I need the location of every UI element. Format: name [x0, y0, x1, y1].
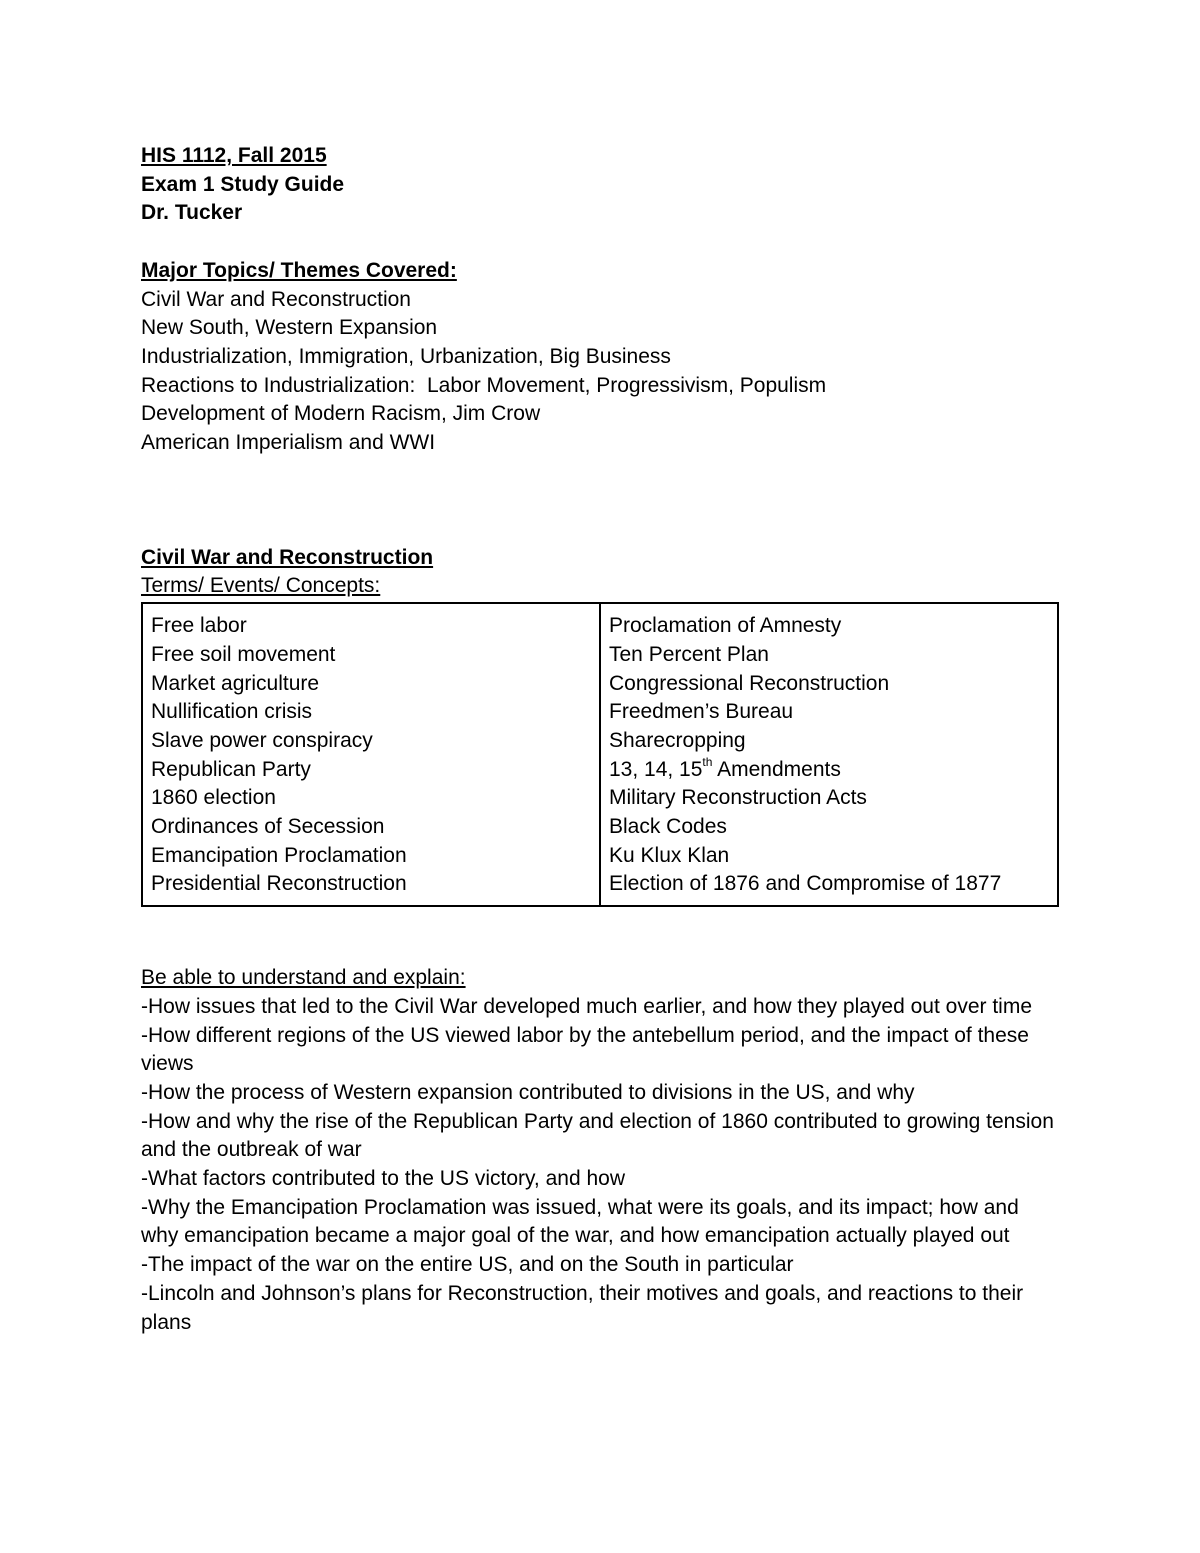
explain-item: -Why the Emancipation Proclamation was issued, what were its goals, and its impact; how and why emancipation became a major goal of the war, and how emancipation actually played out	[141, 1195, 1019, 1248]
explain-item: -How issues that led to the Civil War developed much earlier, and how they played out over time	[141, 994, 1033, 1018]
explain-item: -How the process of Western expansion contributed to divisions in the US, and why	[141, 1080, 915, 1104]
term-item: Slave power conspiracy	[151, 728, 373, 752]
study-guide-page	[141, 142, 1061, 1337]
major-topics-heading: Major Topics/ Themes Covered:	[141, 258, 457, 282]
terms-left-column	[142, 603, 600, 906]
term-item: Presidential Reconstruction	[151, 872, 407, 896]
topic-item: New South, Western Expansion	[141, 316, 438, 340]
term-item: Market agriculture	[151, 671, 320, 695]
terms-table	[141, 602, 1059, 907]
term-item: Free labor	[151, 614, 247, 638]
topic-item: American Imperialism and WWI	[141, 431, 436, 455]
topic-item: Development of Modern Racism, Jim Crow	[141, 402, 541, 426]
term-item: Republican Party	[151, 757, 311, 781]
term-item: Military Reconstruction Acts	[609, 786, 867, 810]
amendments-superscript: th	[702, 754, 713, 769]
explain-list	[141, 993, 1061, 1337]
term-item: 1860 election	[151, 786, 276, 810]
topic-item: Industrialization, Immigration, Urbanization, Big Business	[141, 344, 671, 368]
instructor-name: Dr. Tucker	[141, 201, 243, 225]
explain-item: -How different regions of the US viewed labor by the antebellum period, and the impact of these views	[141, 1023, 1029, 1076]
explain-item: -The impact of the war on the entire US, and on the South in particular	[141, 1253, 794, 1277]
document-title: Exam 1 Study Guide	[141, 172, 345, 196]
term-item: Nullification crisis	[151, 700, 313, 724]
term-item: Election of 1876 and Compromise of 1877	[609, 872, 1002, 896]
term-item: Free soil movement	[151, 642, 336, 666]
term-item: Ten Percent Plan	[609, 642, 769, 666]
term-item: Sharecropping	[609, 728, 746, 752]
terms-right-column	[600, 603, 1058, 906]
term-item: Ku Klux Klan	[609, 843, 730, 867]
term-item: Ordinances of Secession	[151, 815, 385, 839]
amendments-numbers: 13, 14, 15	[609, 757, 703, 781]
term-item: Congressional Reconstruction	[609, 671, 890, 695]
section-title: Civil War and Reconstruction	[141, 545, 434, 569]
topic-item: Reactions to Industrialization: Labor Movement, Progressivism, Populism	[141, 373, 827, 397]
explain-item: -How and why the rise of the Republican Party and election of 1860 contributed to growing tension and the outbreak of war	[141, 1109, 1054, 1162]
amendments-suffix: Amendments	[712, 757, 841, 781]
term-item-amendments	[609, 756, 1049, 785]
terms-heading: Terms/ Events/ Concepts:	[141, 574, 381, 598]
explain-heading: Be able to understand and explain:	[141, 966, 466, 990]
explain-item: -Lincoln and Johnson’s plans for Reconstruction, their motives and goals, and reactions to their plans	[141, 1281, 1024, 1334]
term-item: Proclamation of Amnesty	[609, 614, 842, 638]
term-item: Freedmen’s Bureau	[609, 700, 794, 724]
explain-item: -What factors contributed to the US victory, and how	[141, 1167, 625, 1191]
term-item: Black Codes	[609, 815, 727, 839]
topic-item: Civil War and Reconstruction	[141, 287, 411, 311]
term-item: Emancipation Proclamation	[151, 843, 407, 867]
course-heading: HIS 1112, Fall 2015	[141, 144, 327, 167]
